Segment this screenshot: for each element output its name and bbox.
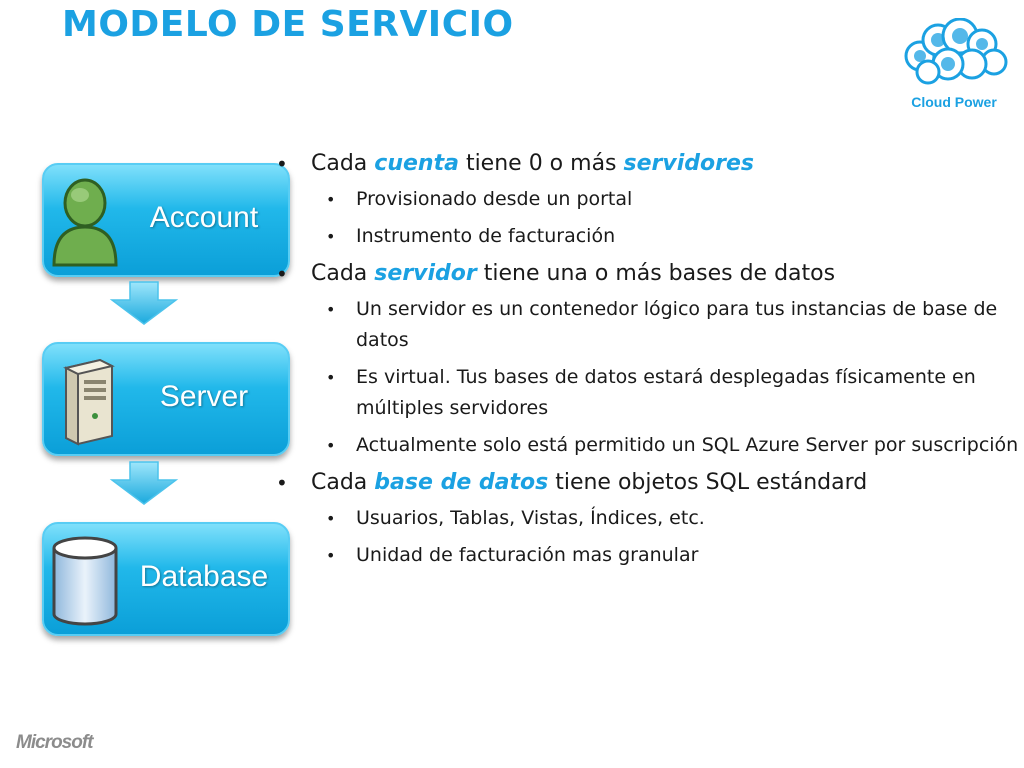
cloud-logo-icon bbox=[898, 18, 1010, 94]
server-icon bbox=[50, 354, 120, 452]
account-box bbox=[42, 163, 290, 277]
server-label: Server bbox=[159, 380, 249, 413]
emphasis-base-de-datos: base de datos bbox=[374, 470, 549, 495]
account-label: Account bbox=[149, 201, 259, 234]
sub-bullet: • Actualmente solo está permitido un SQL Azure Server por suscripción bbox=[272, 430, 1022, 461]
emphasis-servidor: servidor bbox=[374, 261, 477, 286]
slide-title: MODELO DE SERVICIO bbox=[62, 4, 514, 45]
server-box bbox=[42, 342, 290, 456]
microsoft-logo: Microsoft bbox=[16, 732, 93, 753]
user-icon bbox=[50, 175, 120, 273]
bullet-list bbox=[272, 148, 1022, 577]
emphasis-cuenta: cuenta bbox=[374, 151, 459, 176]
sub-bullet: • Provisionado desde un portal bbox=[272, 184, 1022, 215]
sub-bullet: • Instrumento de facturación bbox=[272, 221, 1022, 252]
logo-text: Cloud Power bbox=[911, 94, 997, 110]
database-icon bbox=[50, 534, 120, 632]
sub-bullet: • Usuarios, Tablas, Vistas, Índices, etc. bbox=[272, 503, 1022, 534]
bullet-cuenta: • Cada cuenta tiene 0 o más servidores bbox=[272, 148, 1022, 180]
sub-bullet: • Es virtual. Tus bases de datos estará desplegadas físicamente en múltiples servidores bbox=[272, 362, 1022, 424]
sub-bullet: • Unidad de facturación mas granular bbox=[272, 540, 1022, 571]
arrow-down-icon bbox=[108, 460, 180, 510]
bullet-servidor: • Cada servidor tiene una o más bases de datos bbox=[272, 258, 1022, 290]
emphasis-servidores: servidores bbox=[623, 151, 754, 176]
database-label: Database bbox=[139, 560, 269, 593]
arrow-down-icon bbox=[108, 280, 180, 330]
bullet-base-de-datos: • Cada base de datos tiene objetos SQL estándard bbox=[272, 467, 1022, 499]
database-box bbox=[42, 522, 290, 636]
cloud-power-logo bbox=[898, 18, 1010, 118]
sub-bullet: • Un servidor es un contenedor lógico para tus instancias de base de datos bbox=[272, 294, 1022, 356]
